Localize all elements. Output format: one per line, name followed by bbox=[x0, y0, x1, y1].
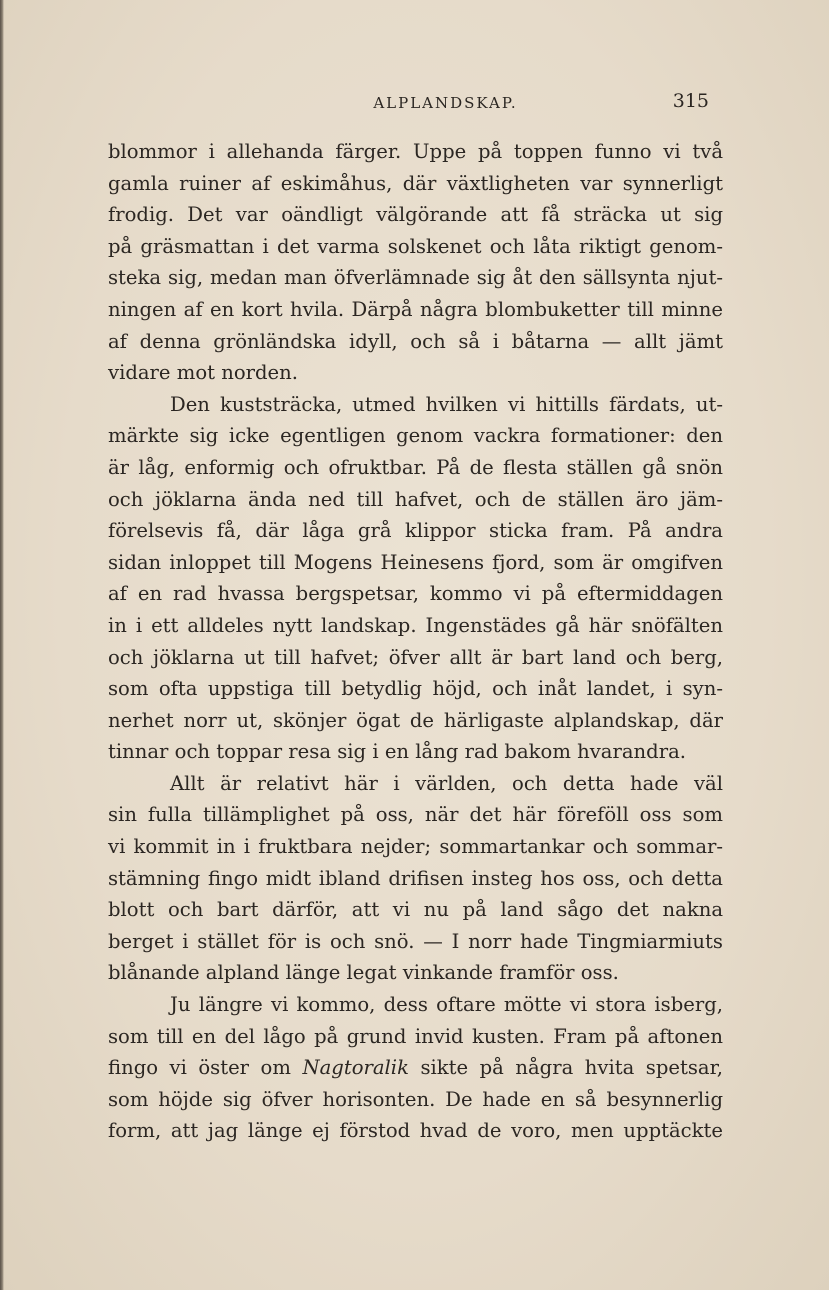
page-binding-edge bbox=[0, 0, 4, 1290]
text-line: form, att jag länge ej förstod hvad de voro, men upptäckte bbox=[108, 1119, 723, 1143]
running-head-title: ALPLANDSKAP. bbox=[373, 94, 518, 112]
text-line: tinnar och toppar resa sig i en lång rad bakom hvarandra. bbox=[108, 740, 686, 764]
text-line: ningen af en kort hvila. Därpå några blombuketter till minne bbox=[108, 297, 723, 321]
text-line: är låg, enformig och ofruktbar. På de flesta ställen gå snön bbox=[108, 455, 723, 479]
text-line: af denna grönländska idyll, och så i båtarna — allt jämt bbox=[108, 329, 723, 353]
body-text bbox=[108, 136, 723, 1147]
text-line: och jöklarna ut till hafvet; öfver allt är bart land och berg, bbox=[108, 645, 723, 669]
paragraph-first-line: Den kuststräcka, utmed hvilken vi hittills färdats, ut- bbox=[170, 392, 723, 416]
text-line: vi kommit in i fruktbara nejder; sommartankar och sommar- bbox=[108, 835, 723, 859]
text-line bbox=[108, 1052, 723, 1084]
paragraph-first-line: Allt är relativt här i världen, och detta hade väl bbox=[170, 771, 723, 795]
text-line: berget i stället för is och snö. — I norr hade Tingmiarmiuts bbox=[108, 929, 723, 953]
text-line: blott och bart därför, att vi nu på land sågo det nakna bbox=[108, 898, 723, 922]
text-line: stämning fingo midt ibland drifisen insteg hos oss, och detta bbox=[108, 866, 723, 890]
text-line: steka sig, medan man öfverlämnade sig åt den sällsynta njut- bbox=[108, 266, 723, 290]
text-line: på gräsmattan i det varma solskenet och låta riktigt genom- bbox=[108, 234, 723, 258]
page-number: 315 bbox=[672, 90, 709, 112]
text-line: af en rad hvassa bergspetsar, kommo vi på eftermiddagen bbox=[108, 582, 723, 606]
text-line: och jöklarna ända ned till hafvet, och de ställen äro jäm- bbox=[108, 487, 723, 511]
running-head bbox=[108, 90, 723, 120]
text-line: nerhet norr ut, skönjer ögat de härligaste alplandskap, där bbox=[108, 708, 723, 732]
text-line: sin fulla tillämplighet på oss, när det här föreföll oss som bbox=[108, 803, 723, 827]
text-line: gamla ruiner af eskimåhus, där växtligheten var synnerligt bbox=[108, 171, 723, 195]
text-segment: sikte på några hvita spetsar, bbox=[420, 1056, 724, 1080]
text-line: sidan inloppet till Mogens Heinesens fjord, som är omgifven bbox=[108, 550, 723, 574]
text-line: förelsevis få, där låga grå klippor sticka fram. På andra bbox=[108, 519, 723, 543]
place-name-italic: Nagtoralik bbox=[302, 1056, 409, 1080]
text-line: blommor i allehanda färger. Uppe på toppen funno vi två bbox=[108, 140, 723, 163]
text-line: in i ett alldeles nytt landskap. Ingenstädes gå här snöfälten bbox=[108, 613, 723, 637]
text-line: som ofta uppstiga till betydlig höjd, och inåt landet, i syn- bbox=[108, 677, 723, 701]
text-line: som till en del lågo på grund invid kusten. Fram på aftonen bbox=[108, 1024, 723, 1048]
text-line: vidare mot norden. bbox=[108, 361, 298, 385]
text-line: märkte sig icke egentligen genom vackra formationer: den bbox=[108, 424, 723, 448]
text-segment: fingo vi öster om bbox=[108, 1056, 291, 1080]
text-line: frodig. Det var oändligt välgörande att få sträcka ut sig bbox=[108, 203, 723, 227]
text-line: blånande alpland länge legat vinkande framför oss. bbox=[108, 961, 619, 985]
text-line: som höjde sig öfver horisonten. De hade en så besynnerlig bbox=[108, 1087, 723, 1111]
paragraph-first-line: Ju längre vi kommo, dess oftare mötte vi stora isberg, bbox=[170, 993, 723, 1017]
